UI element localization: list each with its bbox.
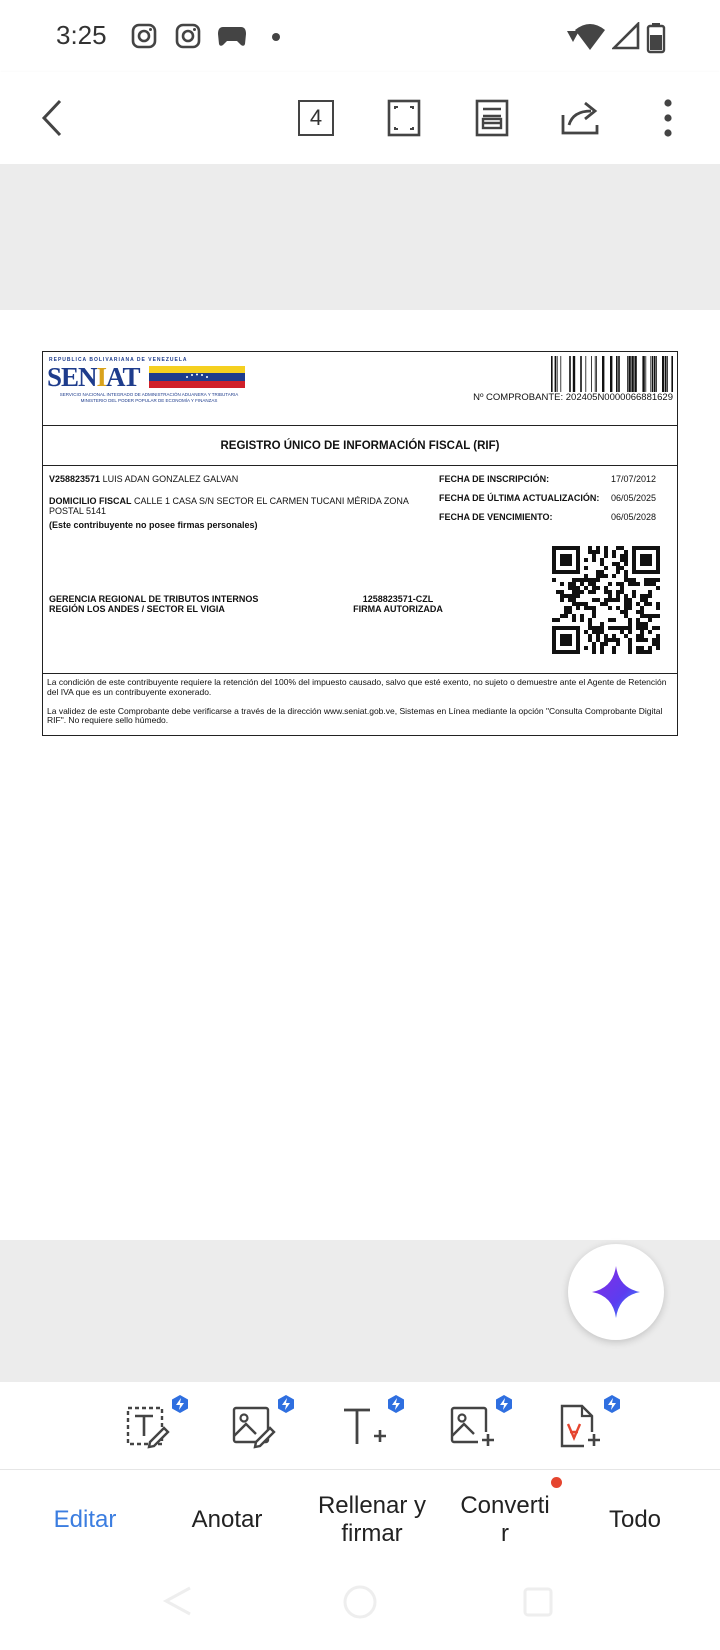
fecha-actualizacion-value: 06/05/2025 bbox=[611, 493, 657, 503]
status-time: 3:25 bbox=[56, 20, 107, 50]
comprobante-number: Nº COMPROBANTE: 202405N0000066881629 bbox=[473, 392, 673, 403]
rif-number: V258823571 bbox=[49, 474, 101, 484]
premium-badge-icon bbox=[494, 1394, 514, 1414]
premium-badge-icon bbox=[386, 1394, 406, 1414]
wifi-icon bbox=[566, 22, 608, 52]
top-toolbar bbox=[0, 72, 720, 164]
tab-convertir-label: Converti r bbox=[460, 1491, 550, 1547]
reading-mode-icon bbox=[475, 99, 509, 137]
status-bar bbox=[0, 0, 720, 72]
bottom-tabs bbox=[0, 1470, 720, 1570]
tab-convertir[interactable] bbox=[452, 1470, 558, 1570]
tab-anotar[interactable]: Anotar bbox=[191, 1505, 263, 1533]
nav-back-icon[interactable] bbox=[160, 1586, 196, 1616]
document-footer bbox=[47, 678, 673, 735]
seniat-logo: SENIAT bbox=[47, 362, 140, 392]
share-icon bbox=[559, 99, 601, 137]
edit-tools-row bbox=[0, 1382, 720, 1470]
ai-assistant-button[interactable] bbox=[568, 1244, 664, 1340]
premium-badge-icon bbox=[170, 1394, 190, 1414]
fecha-inscripcion-value: 17/07/2012 bbox=[611, 474, 657, 484]
viewer-background-top bbox=[0, 164, 720, 310]
instagram-icon bbox=[174, 22, 202, 50]
logo-subtitle bbox=[49, 392, 249, 404]
reading-mode-button[interactable] bbox=[466, 92, 518, 144]
fecha-vencimiento-value: 06/05/2028 bbox=[611, 512, 657, 522]
firma-code: 1258823571-CZL bbox=[362, 594, 434, 604]
edit-image-icon[interactable] bbox=[230, 1402, 278, 1450]
gerencia-line1: GERENCIA REGIONAL DE TRIBUTOS INTERNOS bbox=[49, 594, 259, 604]
more-options-button[interactable] bbox=[642, 92, 694, 144]
gamepad-icon bbox=[216, 22, 248, 50]
tab-rellenar-y-firmar[interactable] bbox=[304, 1470, 440, 1570]
firma-label: FIRMA AUTORIZADA bbox=[353, 604, 443, 615]
taxpayer-name: LUIS ADAN GONZALEZ GALVAN bbox=[102, 474, 239, 484]
notification-dot bbox=[551, 1477, 562, 1488]
back-button[interactable] bbox=[26, 92, 78, 144]
fullscreen-button[interactable] bbox=[378, 92, 430, 144]
rif-document bbox=[42, 351, 678, 736]
dot-icon bbox=[270, 22, 282, 50]
add-image-icon[interactable] bbox=[448, 1402, 496, 1450]
nav-home-icon[interactable] bbox=[342, 1584, 378, 1620]
document-title-row bbox=[43, 426, 677, 466]
back-icon bbox=[36, 98, 68, 138]
premium-badge-icon bbox=[602, 1394, 622, 1414]
add-text-icon[interactable] bbox=[340, 1402, 388, 1450]
edit-text-icon[interactable] bbox=[124, 1402, 172, 1450]
footer-retencion-text: La condición de este contribuyente requiere la retención del 100% del impuesto causado, salvo que esté exento, no sujeto o demuestre ante el Agente de Retención del IVA que es un contribuyente exonerado. bbox=[47, 677, 667, 697]
no-firmas-note: (Este contribuyente no posee firmas personales) bbox=[49, 520, 258, 530]
page-count: 4 bbox=[298, 100, 334, 136]
gerencia-line2: REGIÓN LOS ANDES / SECTOR EL VIGIA bbox=[49, 604, 225, 615]
logo-top-text: REPUBLICA BOLIVARIANA DE VENEZUELA bbox=[49, 357, 188, 363]
qr-code-image bbox=[552, 546, 660, 654]
domicilio-value: CALLE 1 CASA S/N SECTOR EL CARMEN TUCANI MÉRIDA ZONA POSTAL 5141 bbox=[49, 496, 409, 517]
battery-icon bbox=[646, 22, 666, 54]
logo-sub-line1: SERVICIO NACIONAL INTEGRADO DE ADMINISTRACIÓN ADUANERA Y TRIBUTARIA bbox=[59, 392, 239, 397]
tab-todo[interactable]: Todo bbox=[608, 1505, 662, 1533]
instagram-icon bbox=[130, 22, 158, 50]
footer-validez-text: La validez de este Comprobante debe verificarse a través de la dirección www.seniat.gob.ve, Sistemas en Línea mediante la opción "Consulta Comprobante Digital RIF". No requiere sello húmedo. bbox=[47, 705, 663, 726]
domicilio-label: DOMICILIO FISCAL bbox=[49, 496, 132, 506]
system-nav-bar bbox=[0, 1570, 720, 1650]
document-title: REGISTRO ÚNICO DE INFORMACIÓN FISCAL (RIF) bbox=[220, 439, 500, 452]
gerencia-block bbox=[49, 594, 258, 615]
page-count-button[interactable] bbox=[290, 92, 342, 144]
tab-editar[interactable]: Editar bbox=[53, 1505, 117, 1533]
firma-block bbox=[345, 594, 451, 615]
venezuela-flag-logo bbox=[149, 366, 245, 388]
barcode-image bbox=[551, 356, 673, 392]
logo-sub-line2: MINISTERIO DEL PODER POPULAR DE ECONOMÍA Y FINANZAS bbox=[80, 397, 218, 403]
ai-sparkle-icon bbox=[590, 1264, 642, 1320]
fecha-vencimiento-label: FECHA DE VENCIMIENTO: bbox=[439, 512, 553, 522]
document-body bbox=[43, 466, 677, 674]
fecha-actualizacion-label: FECHA DE ÚLTIMA ACTUALIZACIÓN: bbox=[439, 493, 600, 503]
premium-badge-icon bbox=[276, 1394, 296, 1414]
fullscreen-icon bbox=[387, 99, 421, 137]
share-button[interactable] bbox=[554, 92, 606, 144]
more-icon bbox=[662, 98, 674, 138]
domicilio-fiscal bbox=[49, 496, 429, 516]
fecha-inscripcion-label: FECHA DE INSCRIPCIÓN: bbox=[439, 474, 550, 484]
nav-recents-icon[interactable] bbox=[522, 1586, 554, 1618]
add-page-icon[interactable] bbox=[556, 1402, 604, 1450]
document-header bbox=[43, 352, 677, 426]
rif-line bbox=[49, 474, 238, 484]
tab-rellenar-label: Rellenar y firmar bbox=[317, 1491, 427, 1547]
signal-icon bbox=[612, 22, 642, 52]
